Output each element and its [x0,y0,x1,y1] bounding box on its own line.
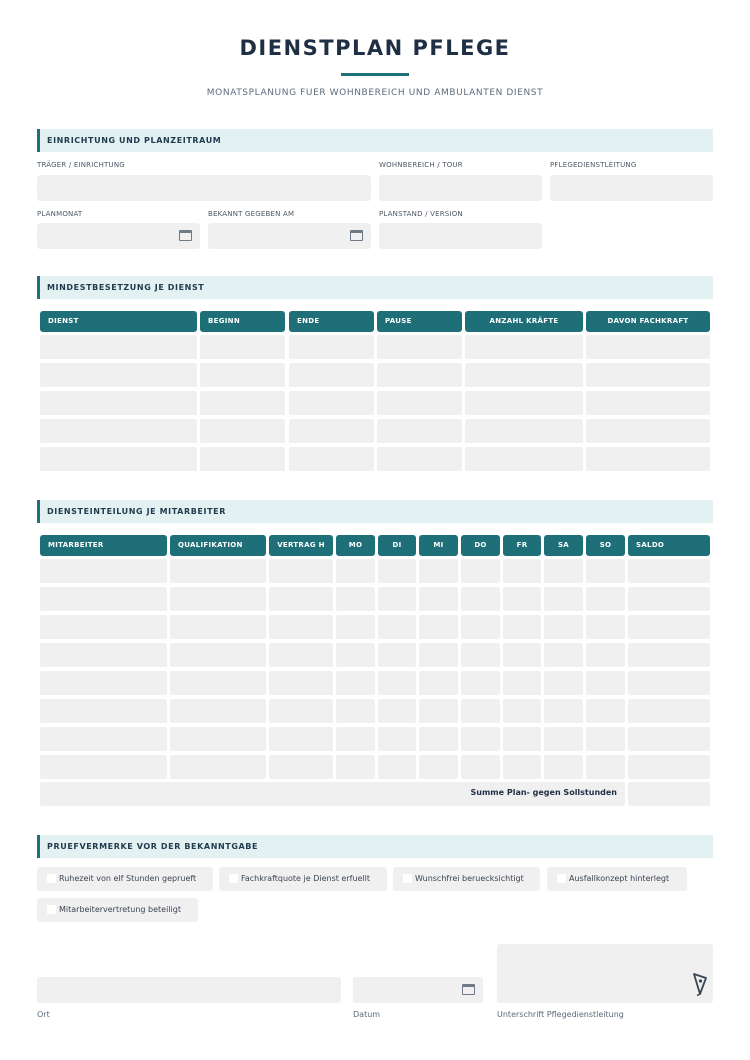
table-cell[interactable] [289,447,374,471]
column-header-anzahl-kräfte: ANZAHL KRÄFTE [465,311,583,332]
table-cell[interactable] [586,447,710,471]
table-cell[interactable] [461,727,500,751]
table-cell[interactable] [170,727,266,751]
label-traeger: TRÄGER / EINRICHTUNG [37,161,125,169]
table-cell[interactable] [503,755,541,779]
checkbox[interactable] [47,905,56,914]
table-cell[interactable] [289,391,374,415]
table-cell[interactable] [586,363,710,387]
table-cell[interactable] [465,391,583,415]
section-heading-einrichtung: EINRICHTUNG UND PLANZEITRAUM [37,129,713,152]
table-cell[interactable] [419,559,458,583]
table-cell[interactable] [461,699,500,723]
check-wunschfrei[interactable] [393,867,540,891]
table-cell[interactable] [200,335,285,359]
table-cell[interactable] [40,699,167,723]
column-header-so: SO [586,535,625,556]
table-cell[interactable] [336,587,375,611]
sum-saldo-cell[interactable] [628,782,710,806]
column-header-dienst: DIENST [40,311,197,332]
column-header-fr: FR [503,535,541,556]
table-cell[interactable] [544,559,583,583]
table-cell[interactable] [336,671,375,695]
table-cell[interactable] [461,755,500,779]
calendar-icon[interactable] [462,984,475,995]
label-wohnbereich: WOHNBEREICH / TOUR [379,161,463,169]
table-cell[interactable] [269,643,333,667]
table-cell[interactable] [40,755,167,779]
table-cell[interactable] [544,643,583,667]
table-cell[interactable] [40,335,197,359]
table-cell[interactable] [465,363,583,387]
label-pdl: PFLEGEDIENSTLEITUNG [550,161,637,169]
table-cell[interactable] [586,615,625,639]
table-cell[interactable] [377,419,462,443]
pen-icon [692,972,708,996]
section-heading-pruefvermerke: PRUEFVERMERKE VOR DER BEKANNTGABE [37,835,713,858]
table-cell[interactable] [336,755,375,779]
table-cell[interactable] [378,615,416,639]
table-cell[interactable] [461,559,500,583]
table-cell[interactable] [419,587,458,611]
column-header-sa: SA [544,535,583,556]
table-cell[interactable] [461,643,500,667]
table-cell[interactable] [544,671,583,695]
check-ruhezeit[interactable] [37,867,213,891]
table-cell[interactable] [628,587,710,611]
table-cell[interactable] [40,447,197,471]
table-cell[interactable] [419,755,458,779]
table-cell[interactable] [377,335,462,359]
table-cell[interactable] [336,699,375,723]
table-cell[interactable] [377,391,462,415]
table-cell[interactable] [40,671,167,695]
check-label: Mitarbeitervertretung beteiligt [59,905,181,914]
table-cell[interactable] [269,615,333,639]
table-cell[interactable] [628,671,710,695]
signature-field[interactable] [497,944,713,1003]
check-label: Wunschfrei beruecksichtigt [415,874,524,883]
table-cell[interactable] [461,671,500,695]
table-cell[interactable] [461,587,500,611]
table-cell[interactable] [503,727,541,751]
table-cell[interactable] [503,671,541,695]
check-label: Ausfallkonzept hinterlegt [569,874,670,883]
table-cell[interactable] [503,559,541,583]
column-header-beginn: BEGINN [200,311,285,332]
table-cell[interactable] [170,671,266,695]
page-subtitle: MONATSPLANUNG FUER WOHNBEREICH UND AMBULANTEN DIENST [206,88,544,98]
section-heading-mindestbesetzung: MINDESTBESETZUNG JE DIENST [37,276,713,299]
label-planmonat: PLANMONAT [37,210,83,218]
table-cell[interactable] [419,643,458,667]
table-cell[interactable] [628,559,710,583]
table-cell[interactable] [544,755,583,779]
column-header-mitarbeiter: MITARBEITER [40,535,167,556]
column-header-pause: PAUSE [377,311,462,332]
table-cell[interactable] [378,699,416,723]
check-mitarbeitervertretung[interactable] [37,898,198,922]
table-cell[interactable] [544,587,583,611]
table-cell[interactable] [40,615,167,639]
table-cell[interactable] [461,615,500,639]
table-cell[interactable] [377,363,462,387]
label-unterschrift: Unterschrift Pflegedienstleitung [497,1010,624,1019]
label-bekannt: BEKANNT GEGEBEN AM [208,210,295,218]
wohnbereich-field[interactable] [379,175,542,201]
table-cell[interactable] [336,615,375,639]
page-title: DIENSTPLAN PFLEGE [239,36,511,60]
table-cell[interactable] [40,643,167,667]
table-cell[interactable] [628,727,710,751]
table-cell[interactable] [40,727,167,751]
table-cell[interactable] [628,643,710,667]
table-cell[interactable] [544,699,583,723]
table-cell[interactable] [200,391,285,415]
table-cell[interactable] [628,615,710,639]
table-cell[interactable] [170,559,266,583]
table-cell[interactable] [586,699,625,723]
table-cell[interactable] [269,671,333,695]
bekannt-gegeben-field[interactable] [208,223,371,249]
table-cell[interactable] [378,587,416,611]
table-cell[interactable] [419,699,458,723]
table-cell[interactable] [40,587,167,611]
column-header-vertrag-h: VERTRAG H [269,535,333,556]
table-cell[interactable] [503,587,541,611]
table-cell[interactable] [269,587,333,611]
table-cell[interactable] [628,699,710,723]
calendar-icon[interactable] [179,230,192,241]
table-cell[interactable] [40,419,197,443]
table-cell[interactable] [336,727,375,751]
check-label: Ruhezeit von elf Stunden geprueft [59,874,197,883]
sum-label: Summe Plan- gegen Sollstunden [470,788,617,797]
table-cell[interactable] [170,755,266,779]
table-cell[interactable] [586,643,625,667]
table-cell[interactable] [586,587,625,611]
column-header-di: DI [378,535,416,556]
label-planstand: PLANSTAND / VERSION [379,210,463,218]
checkbox[interactable] [47,874,56,883]
table-cell[interactable] [465,335,583,359]
table-cell[interactable] [336,643,375,667]
column-header-mi: MI [419,535,458,556]
table-cell[interactable] [378,727,416,751]
table-cell[interactable] [269,699,333,723]
section-heading-diensteinteilung: DIENSTEINTEILUNG JE MITARBEITER [37,500,713,523]
column-header-do: DO [461,535,500,556]
label-datum: Datum [353,1010,381,1019]
table-cell[interactable] [628,755,710,779]
table-cell[interactable] [289,363,374,387]
table-cell[interactable] [40,391,197,415]
checkbox[interactable] [229,874,238,883]
table-cell[interactable] [503,699,541,723]
checkbox[interactable] [403,874,412,883]
table-cell[interactable] [586,671,625,695]
table-cell[interactable] [465,447,583,471]
table-cell[interactable] [200,447,285,471]
column-header-qualifikation: QUALIFIKATION [170,535,266,556]
traeger-field[interactable] [37,175,371,201]
table-cell[interactable] [419,671,458,695]
column-header-davon-fachkraft: DAVON FACHKRAFT [586,311,710,332]
table-cell[interactable] [586,419,710,443]
table-cell[interactable] [378,755,416,779]
table-cell[interactable] [586,727,625,751]
title-divider [341,73,409,76]
table-cell[interactable] [269,727,333,751]
table-cell[interactable] [586,335,710,359]
check-fachkraftquote[interactable] [219,867,387,891]
calendar-icon[interactable] [350,230,363,241]
table-cell[interactable] [378,643,416,667]
table-cell[interactable] [289,419,374,443]
table-cell[interactable] [200,363,285,387]
table-cell[interactable] [465,419,583,443]
table-cell[interactable] [419,727,458,751]
table-cell[interactable] [40,363,197,387]
table-cell[interactable] [378,671,416,695]
table-cell[interactable] [170,587,266,611]
label-ort: Ort [37,1010,50,1019]
planmonat-field[interactable] [37,223,200,249]
planstand-field[interactable] [379,223,542,249]
table-cell[interactable] [586,559,625,583]
table-cell[interactable] [544,615,583,639]
table-cell[interactable] [586,391,710,415]
table-cell[interactable] [503,615,541,639]
table-cell[interactable] [336,559,375,583]
table-cell[interactable] [503,643,541,667]
check-label: Fachkraftquote je Dienst erfuellt [241,874,371,883]
table-cell[interactable] [170,615,266,639]
table-cell[interactable] [269,559,333,583]
table-cell[interactable] [170,643,266,667]
check-ausfallkonzept[interactable] [547,867,687,891]
table-cell[interactable] [40,559,167,583]
column-header-ende: ENDE [289,311,374,332]
table-cell[interactable] [377,447,462,471]
table-cell[interactable] [544,727,583,751]
checkbox[interactable] [557,874,566,883]
table-cell[interactable] [419,615,458,639]
ort-field[interactable] [37,977,341,1003]
table-cell[interactable] [586,755,625,779]
table-cell[interactable] [200,419,285,443]
table-cell[interactable] [289,335,374,359]
column-header-mo: MO [336,535,375,556]
table-cell[interactable] [269,755,333,779]
table-cell[interactable] [378,559,416,583]
table-cell[interactable] [170,699,266,723]
pdl-field[interactable] [550,175,713,201]
column-header-saldo: SALDO [628,535,710,556]
